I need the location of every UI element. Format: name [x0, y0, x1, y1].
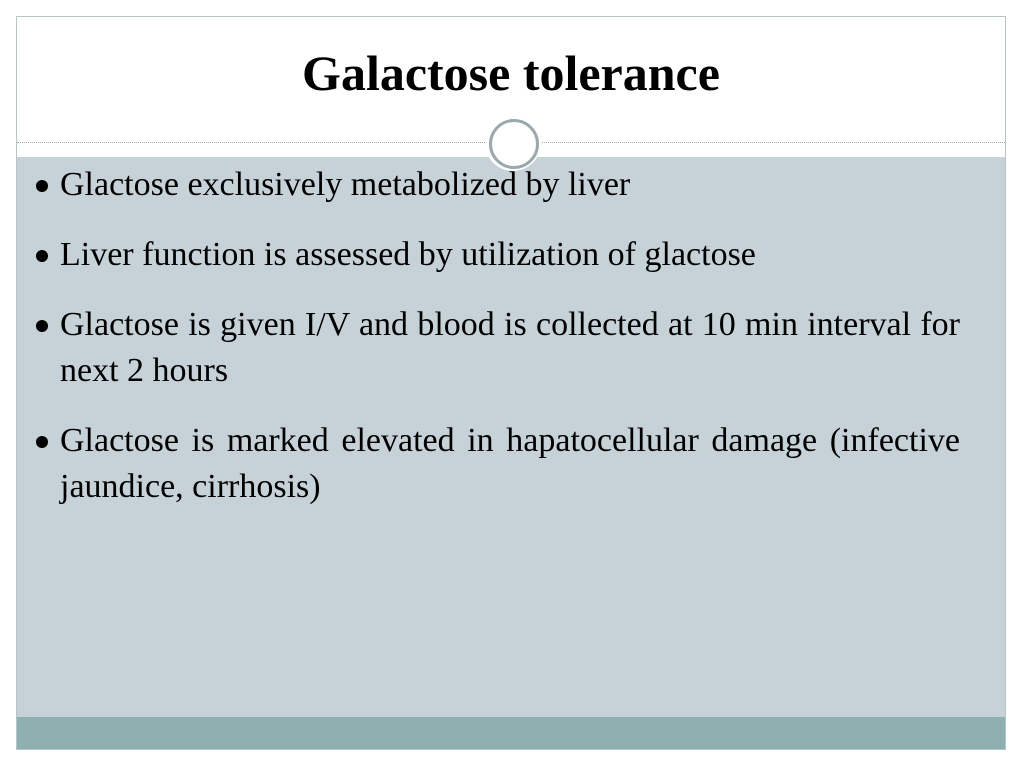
bullet-item	[30, 162, 960, 208]
bullet-text: Glactose exclusively metabolized by liver	[60, 166, 631, 203]
footer-band	[17, 717, 1005, 750]
bullet-item	[30, 418, 960, 510]
bullet-text: Glactose is marked elevated in hapatocellular damage (infective jaundice, cirrhosis)	[60, 422, 960, 505]
bullet-dot-icon	[36, 320, 48, 332]
slide-title: Galactose tolerance	[302, 45, 720, 101]
bullet-item	[30, 232, 960, 278]
bullet-dot-icon	[36, 250, 48, 262]
bullet-text: Glactose is given I/V and blood is collected at 10 min interval for next 2 hours	[60, 306, 960, 389]
bullet-list	[30, 162, 960, 534]
bullet-dot-icon	[36, 180, 48, 192]
bullet-item	[30, 302, 960, 394]
bullet-text: Liver function is assessed by utilization of glactose	[60, 236, 756, 273]
bullet-dot-icon	[36, 436, 48, 448]
